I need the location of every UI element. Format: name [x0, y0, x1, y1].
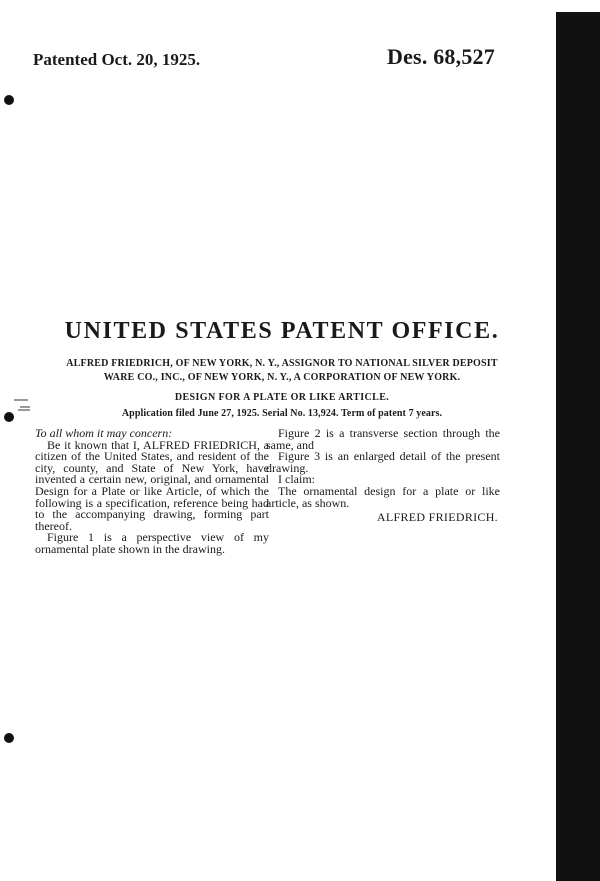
claim-text: The ornamental design for a plate or like article, as shown.	[266, 483, 500, 510]
scan-dash-mark	[18, 409, 30, 411]
inventor-signature: ALFRED FRIEDRICH.	[376, 510, 498, 525]
patent-number: Des. 68,527	[387, 44, 495, 69]
figure-1-paragraph: Figure 1 is a perspective view of my ornamental plate shown in the drawing.	[35, 530, 269, 556]
scan-dash-mark	[20, 406, 30, 408]
assignor-line-1: ALFRED FRIEDRICH, OF NEW YORK, N. Y., ASSIGNOR TO NATIONAL SILVER DEPOSIT	[66, 358, 498, 369]
scan-mark-top	[4, 95, 14, 105]
salutation: To all whom it may concern:	[35, 426, 173, 440]
scan-page-edge	[556, 12, 600, 881]
assignor-block	[28, 357, 536, 385]
office-title: UNITED STATES PATENT OFFICE.	[64, 318, 500, 344]
application-line: Application filed June 27, 1925. Serial No. 13,924. Term of patent 7 years.	[121, 408, 443, 419]
specification-paragraph: Be it known that I, ALFRED FRIEDRICH, a citizen of the United States, and resident of the city, county, and State of New York, have invented a certain new, original, and ornamental Design for a Plate or like Article, of which the following is a specification, reference being had to the accompanying drawing, forming part thereof.	[35, 437, 269, 533]
patent-date: Patented Oct. 20, 1925.	[33, 50, 201, 69]
scan-dash-mark	[14, 399, 28, 401]
scan-mark-bottom	[4, 733, 14, 743]
figure-2-paragraph: Figure 2 is a transverse section through the same, and	[266, 426, 500, 452]
scan-mark-middle	[4, 412, 14, 422]
figure-3-paragraph: Figure 3 is an enlarged detail of the present drawing.	[266, 449, 500, 475]
assignor-line-2: WARE CO., INC., OF NEW YORK, N. Y., A CORPORATION OF NEW YORK.	[103, 372, 461, 383]
design-title: DESIGN FOR A PLATE OR LIKE ARTICLE.	[174, 392, 390, 403]
right-column	[266, 428, 500, 524]
claim-heading: I claim:	[278, 472, 315, 487]
left-column	[35, 428, 269, 556]
